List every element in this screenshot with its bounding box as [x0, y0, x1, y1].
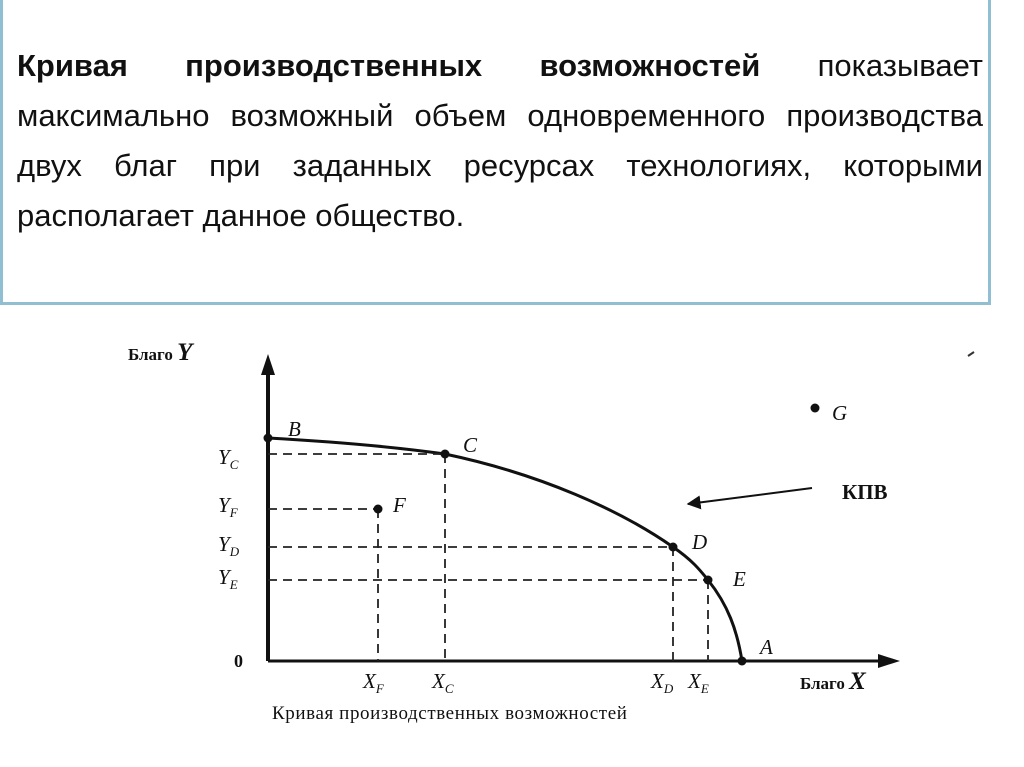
- curve-pointer-arrow-icon: [688, 488, 812, 504]
- y-axis-label-letter: Y: [177, 339, 193, 366]
- point-f: [374, 505, 383, 514]
- point-label-g: G: [832, 401, 848, 425]
- y-axis-label: [128, 339, 195, 366]
- y-tick-yd: $Y_D$: [218, 532, 240, 559]
- definition-term: Кривая производственных возможностей: [17, 48, 761, 83]
- x-tick-xf: $X_F$: [363, 669, 384, 696]
- y-tick-ye: $Y_E$: [218, 565, 238, 592]
- point-g: [811, 404, 820, 413]
- definition-box: [0, 0, 991, 305]
- x-tick-xc: $X_C$: [432, 669, 454, 696]
- dashed-guides: [268, 454, 708, 661]
- y-axis-arrow-icon: [261, 354, 275, 375]
- point-label-b: B: [288, 417, 301, 441]
- point-label-f: F: [393, 493, 406, 517]
- point-b: [264, 434, 273, 443]
- x-tick-xd: $X_D$: [651, 669, 674, 696]
- point-d: [669, 543, 678, 552]
- point-a: [738, 657, 747, 666]
- y-tick-yc: $Y_C$: [218, 445, 239, 472]
- definition-paragraph: [17, 41, 983, 241]
- x-axis-label-word: Благо: [800, 674, 845, 693]
- definition-body: показывает максимально возможный объем одновременного производства двух благ при заданных ресурсах технологиях, которыми располагает данное общество.: [17, 48, 983, 233]
- x-axis-label: [800, 668, 867, 695]
- x-axis-label-letter: X: [849, 668, 866, 695]
- origin-label: 0: [234, 651, 243, 671]
- point-label-a: A: [760, 635, 773, 659]
- diagram-caption: Кривая производственных возможностей: [272, 703, 628, 724]
- x-axis-arrow-icon: [878, 654, 900, 668]
- point-label-c: C: [463, 433, 478, 457]
- point-label-d: D: [692, 530, 708, 554]
- stray-mark: [968, 352, 974, 356]
- ppf-diagram: [0, 320, 1024, 760]
- curve-label: КПВ: [842, 480, 888, 504]
- y-axis-label-word: Благо: [128, 345, 173, 364]
- point-c: [441, 450, 450, 459]
- point-e: [704, 576, 713, 585]
- point-label-e: E: [733, 567, 746, 591]
- y-tick-yf: $Y_F$: [218, 493, 238, 520]
- x-tick-xe: $X_E$: [688, 669, 709, 696]
